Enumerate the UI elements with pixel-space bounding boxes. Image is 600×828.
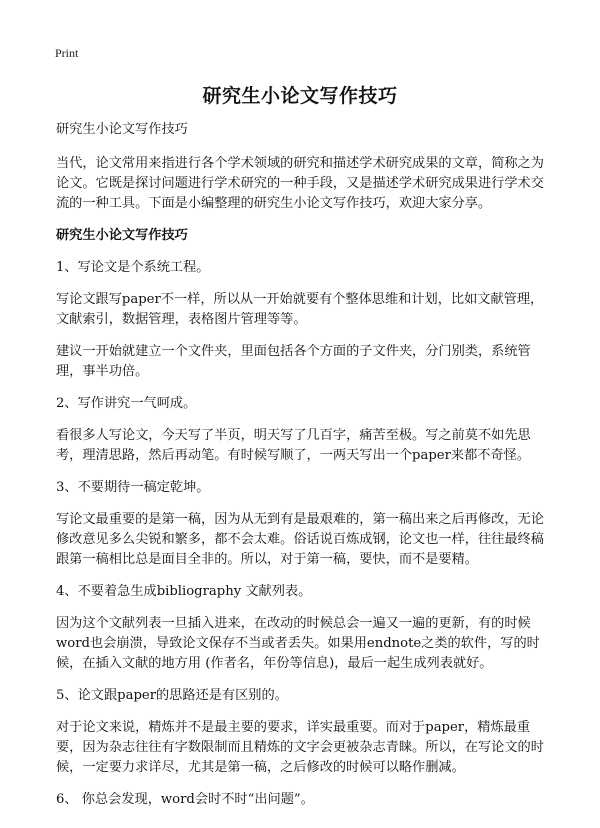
point-2-paragraph-1: 看很多人写论文，今天写了半页，明天写了几百字，痛苦至极。写之前莫不如先思考，理清思路，然后再动笔。有时候写顺了，一两天写出一个paper来都不奇怪。 [56,428,531,463]
page-title: 研究生小论文写作技巧 [202,85,398,107]
point-1-paragraph-2: 建议一开始就建立一个文件夹，里面包括各个方面的子文件夹，分门别类，系统管理，事半功倍。 [56,344,531,379]
section-heading: 研究生小论文写作技巧 [56,228,188,243]
point-4-title: 4、不要着急生成bibliography 文献列表。 [56,584,312,599]
article-body [56,120,552,822]
point-4-paragraph-1: 因为这个文献列表一旦插入进来，在改动的时候总会一遍又一遍的更新，有的时候word也会崩溃，导致论文保存不当或者丢失。如果用endnote之类的软件，写的时候，在插入文献的地方用 (作者名，年份等信息)，最后一起生成列表就好。 [56,616,540,671]
intro-paragraph: 当代，论文常用来指进行各个学术领域的研究和描述学术研究成果的文章，简称之为论文。它既是探讨问题进行学术研究的一种手段，又是描述学术研究成果进行学术交流的一种工具。下面是小编整理的研究生小论文写作技巧，欢迎大家分享。 [56,156,544,211]
point-1-paragraph-1: 写论文跟写paper不一样，所以从一开始就要有个整体思维和计划，比如文献管理，文献索引，数据管理，表格图片管理等等。 [56,292,544,327]
point-5-title: 5、论文跟paper的思路还是有区别的。 [56,688,288,703]
point-3-title: 3、不要期待一稿定乾坤。 [56,480,210,495]
print-link[interactable]: Print [55,46,79,60]
point-6-title: 6、 你总会发现，word会时不时“出问题”。 [56,792,314,807]
point-1-title: 1、写论文是个系统工程。 [56,260,210,275]
point-3-paragraph-1: 写论文最重要的是第一稿，因为从无到有是最艰难的，第一稿出来之后再修改，无论修改意见多么尖锐和繁多，都不会太难。俗话说百炼成钢，论文也一样，往往最终稿跟第一稿相比总是面目全非的。所以，对于第一稿，要快，而不是要精。 [56,512,544,567]
point-2-title: 2、写作讲究一气呵成。 [56,396,197,411]
point-5-paragraph-1: 对于论文来说，精炼并不是最主要的要求，详实最重要。而对于paper，精炼最重要，因为杂志往往有字数限制而且精炼的文字会更被杂志青睐。所以，在写论文的时候，一定要力求详尽，尤其是第一稿，之后修改的时候可以略作删减。 [56,720,544,775]
article-subtitle: 研究生小论文写作技巧 [56,122,188,137]
